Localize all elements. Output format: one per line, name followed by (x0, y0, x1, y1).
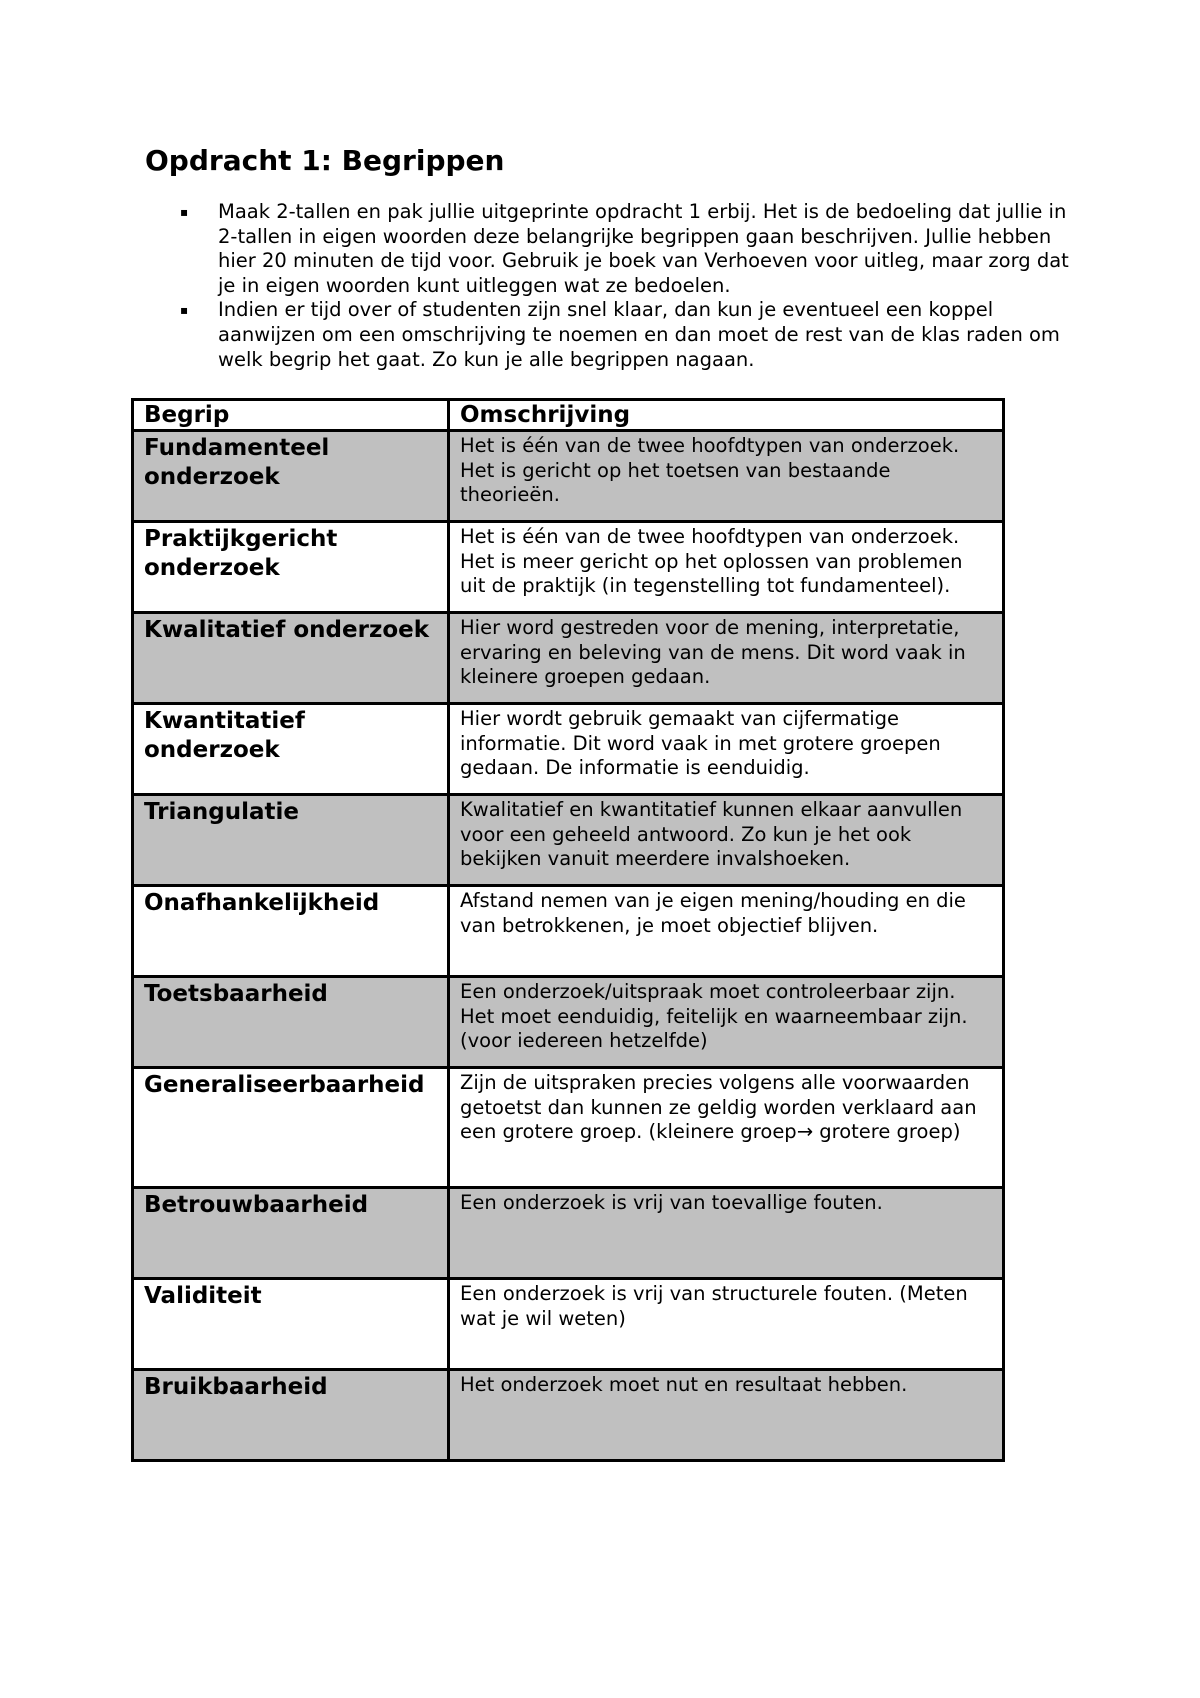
description-cell: Hier word gestreden voor de mening, interpretatie, ervaring en beleving van de mens. Dit word vaak in kleinere groepen gedaan. (449, 613, 1004, 704)
column-header-term: Begrip (133, 400, 449, 431)
term-cell: Praktijkgericht onderzoek (133, 522, 449, 613)
table-row (133, 1188, 1004, 1279)
description-cell: Afstand nemen van je eigen mening/houding en die van betrokkenen, je moet objectief blijven. (449, 886, 1004, 977)
description-cell: Het is één van de twee hoofdtypen van onderzoek. Het is meer gericht op het oplossen van problemen uit de praktijk (in tegenstelling tot fundamenteel). (449, 522, 1004, 613)
table-row (133, 1068, 1004, 1188)
term-cell: Fundamenteel onderzoek (133, 431, 449, 522)
table-header-row (133, 400, 1004, 431)
terms-table (131, 398, 1005, 1462)
table-row (133, 704, 1004, 795)
table-row (133, 431, 1004, 522)
description-cell: Het is één van de twee hoofdtypen van onderzoek. Het is gericht op het toetsen van bestaande theorieën. (449, 431, 1004, 522)
term-cell: Validiteit (133, 1279, 449, 1370)
instruction-item: ▪ Maak 2-tallen en pak jullie uitgeprinte opdracht 1 erbij. Het is de bedoeling dat jullie in 2-tallen in eigen woorden deze belangrijke begrippen gaan beschrijven. Jullie hebben hier 20 minuten de tijd voor. Gebruik je boek van Verhoeven voor uitleg, maar zorg dat je in eigen woorden kunt uitleggen wat ze bedoelen. (180, 200, 1080, 298)
term-cell: Betrouwbaarheid (133, 1188, 449, 1279)
description-cell: Kwalitatief en kwantitatief kunnen elkaar aanvullen voor een geheeld antwoord. Zo kun je het ook bekijken vanuit meerdere invalshoeken. (449, 795, 1004, 886)
table-row (133, 1279, 1004, 1370)
table-row (133, 886, 1004, 977)
description-cell: Hier wordt gebruik gemaakt van cijfermatige informatie. Dit word vaak in met grotere groepen gedaan. De informatie is eenduidig. (449, 704, 1004, 795)
term-cell: Kwalitatief onderzoek (133, 613, 449, 704)
instruction-list (180, 200, 1080, 372)
term-cell: Triangulatie (133, 795, 449, 886)
table-row (133, 977, 1004, 1068)
description-cell: Een onderzoek is vrij van toevallige fouten. (449, 1188, 1004, 1279)
description-cell: Het onderzoek moet nut en resultaat hebben. (449, 1370, 1004, 1461)
instruction-item: ▪ Indien er tijd over of studenten zijn snel klaar, dan kun je eventueel een koppel aanwijzen om een omschrijving te noemen en dan moet de rest van de klas raden om welk begrip het gaat. Zo kun je alle begrippen nagaan. (180, 298, 1080, 372)
description-cell: Een onderzoek is vrij van structurele fouten. (Meten wat je wil weten) (449, 1279, 1004, 1370)
term-cell: Generaliseerbaarheid (133, 1068, 449, 1188)
term-cell: Onafhankelijkheid (133, 886, 449, 977)
column-header-description: Omschrijving (449, 400, 1004, 431)
term-cell: Bruikbaarheid (133, 1370, 449, 1461)
page-title: Opdracht 1: Begrippen (145, 144, 505, 177)
table-row (133, 522, 1004, 613)
description-cell: Zijn de uitspraken precies volgens alle voorwaarden getoetst dan kunnen ze geldig worden verklaard aan een grotere groep. (kleinere groep→ grotere groep) (449, 1068, 1004, 1188)
table-row (133, 795, 1004, 886)
table-row (133, 1370, 1004, 1461)
description-cell: Een onderzoek/uitspraak moet controleerbaar zijn. Het moet eenduidig, feitelijk en waarneembaar zijn. (voor iedereen hetzelfde) (449, 977, 1004, 1068)
table-row (133, 613, 1004, 704)
term-cell: Kwantitatief onderzoek (133, 704, 449, 795)
term-cell: Toetsbaarheid (133, 977, 449, 1068)
